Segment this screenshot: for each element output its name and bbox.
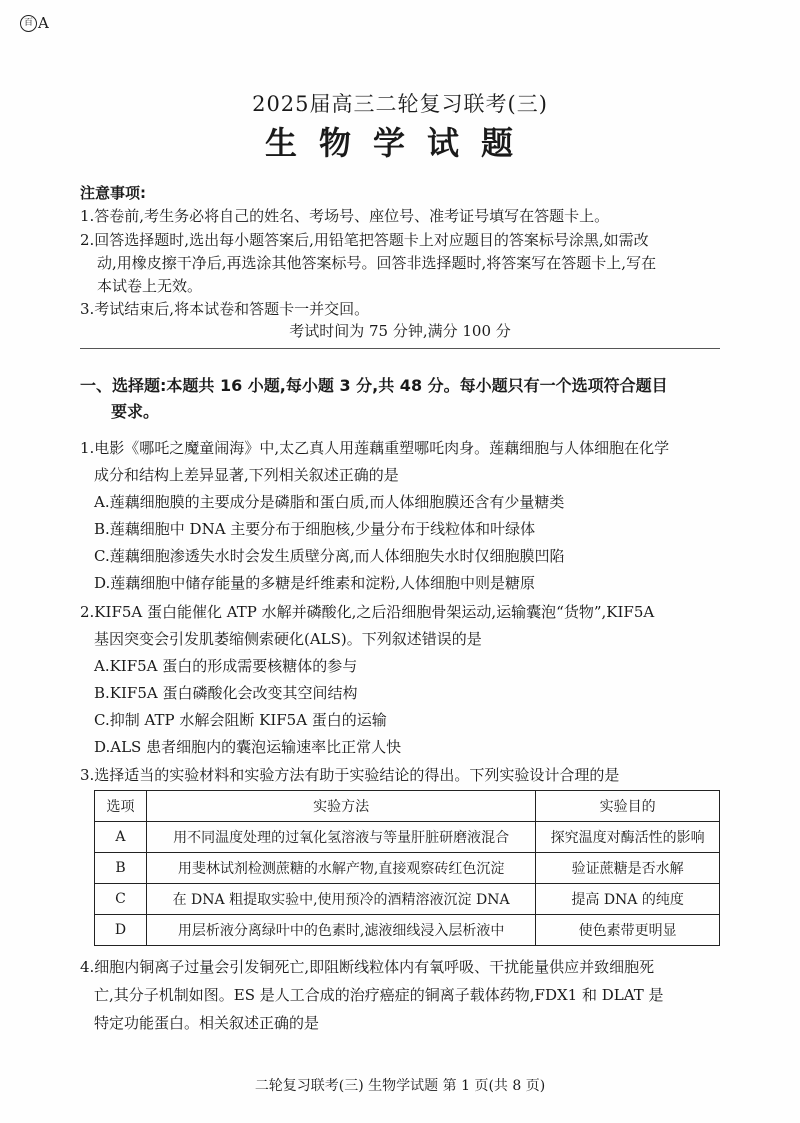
notice-item-3: 3.考试结束后,将本试卷和答题卡一并交回。 bbox=[80, 300, 370, 318]
corner-mark bbox=[20, 14, 49, 32]
table-cell-method: 用斐林试剂检测蔗糖的水解产物,直接观察砖红色沉淀 bbox=[146, 853, 535, 884]
q4-stem-cont: 亡,其分子机制如图。ES 是人工合成的治疗癌症的铜离子载体药物,FDX1 和 DLAT 是 bbox=[94, 986, 664, 1004]
page-footer: 二轮复习联考(三) 生物学试题 第 1 页(共 8 页) bbox=[254, 1078, 546, 1094]
corner-circle-mark: 百 bbox=[20, 15, 37, 32]
q1-stem: 1.电影《哪吒之魔童闹海》中,太乙真人用莲藕重塑哪吒肉身。莲藕细胞与人体细胞在化学 bbox=[80, 439, 670, 457]
q2-stem: 2.KIF5A 蛋白能催化 ATP 水解并磷酸化,之后沿细胞骨架运动,运输囊泡“货物”,KIF5A bbox=[80, 603, 655, 621]
table-cell-option: C bbox=[95, 884, 147, 915]
q3-stem: 3.选择适当的实验材料和实验方法有助于实验结论的得出。下列实验设计合理的是 bbox=[80, 766, 620, 784]
q4-stem: 4.细胞内铜离子过量会引发铜死亡,即阻断线粒体内有氧呼吸、干扰能量供应并致细胞死 bbox=[80, 958, 655, 976]
table-header-method: 实验方法 bbox=[146, 791, 535, 822]
exam-time: 考试时间为 75 分钟,满分 100 分 bbox=[289, 322, 511, 340]
q1-option-a: A.莲藕细胞膜的主要成分是磷脂和蛋白质,而人体细胞膜还含有少量糖类 bbox=[94, 493, 565, 511]
table-row bbox=[95, 853, 720, 884]
subject-title: 生物学试题 bbox=[264, 124, 535, 162]
experiment-table bbox=[94, 790, 720, 946]
notice-item-2-cont: 动,用橡皮擦干净后,再选涂其他答案标号。回答非选择题时,将答案写在答题卡上,写在 bbox=[97, 254, 657, 272]
table-cell-option: B bbox=[95, 853, 147, 884]
q2-option-c: C.抑制 ATP 水解会阻断 KIF5A 蛋白的运输 bbox=[94, 711, 387, 729]
table-header-option: 选项 bbox=[95, 791, 147, 822]
table-cell-purpose: 使色素带更明显 bbox=[536, 915, 720, 946]
table-cell-purpose: 探究温度对酶活性的影响 bbox=[536, 822, 720, 853]
exam-title: 2025届高三二轮复习联考(三) bbox=[252, 92, 548, 116]
table-row bbox=[95, 915, 720, 946]
table-cell-purpose: 提高 DNA 的纯度 bbox=[536, 884, 720, 915]
section-heading: 一、选择题:本题共 16 小题,每小题 3 分,共 48 分。每小题只有一个选项符合题目 bbox=[80, 376, 668, 395]
q2-option-b: B.KIF5A 蛋白磷酸化会改变其空间结构 bbox=[94, 684, 358, 702]
notice-item-2-end: 本试卷上无效。 bbox=[97, 277, 203, 295]
table-header-row bbox=[95, 791, 720, 822]
table-cell-purpose: 验证蔗糖是否水解 bbox=[536, 853, 720, 884]
q2-option-d: D.ALS 患者细胞内的囊泡运输速率比正常人快 bbox=[94, 738, 402, 756]
section-heading-cont: 要求。 bbox=[111, 402, 160, 421]
q4-stem-end: 特定功能蛋白。相关叙述正确的是 bbox=[94, 1014, 320, 1032]
notice-heading: 注意事项: bbox=[80, 184, 146, 202]
table-row bbox=[95, 822, 720, 853]
table-row bbox=[95, 884, 720, 915]
table-cell-method: 用不同温度处理的过氧化氢溶液与等量肝脏研磨液混合 bbox=[146, 822, 535, 853]
q1-option-c: C.莲藕细胞渗透失水时会发生质壁分离,而人体细胞失水时仅细胞膜凹陷 bbox=[94, 547, 565, 565]
q2-option-a: A.KIF5A 蛋白的形成需要核糖体的参与 bbox=[94, 657, 358, 675]
notice-item-1: 1.答卷前,考生务必将自己的姓名、考场号、座位号、准考证号填写在答题卡上。 bbox=[80, 207, 610, 225]
table-cell-method: 在 DNA 粗提取实验中,使用预冷的酒精溶液沉淀 DNA bbox=[146, 884, 535, 915]
corner-letter: A bbox=[38, 14, 49, 32]
table-cell-option: A bbox=[95, 822, 147, 853]
q1-option-b: B.莲藕细胞中 DNA 主要分布于细胞核,少量分布于线粒体和叶绿体 bbox=[94, 520, 536, 538]
q1-option-d: D.莲藕细胞中储存能量的多糖是纤维素和淀粉,人体细胞中则是糖原 bbox=[94, 574, 536, 592]
divider bbox=[80, 348, 720, 349]
table-header-purpose: 实验目的 bbox=[536, 791, 720, 822]
table-cell-method: 用层析液分离绿叶中的色素时,滤液细线浸入层析液中 bbox=[146, 915, 535, 946]
q2-stem-cont: 基因突变会引发肌萎缩侧索硬化(ALS)。下列叙述错误的是 bbox=[94, 630, 482, 648]
table-cell-option: D bbox=[95, 915, 147, 946]
q1-stem-cont: 成分和结构上差异显著,下列相关叙述正确的是 bbox=[94, 466, 399, 484]
notice-item-2: 2.回答选择题时,选出每小题答案后,用铅笔把答题卡上对应题目的答案标号涂黑,如需改 bbox=[80, 231, 649, 249]
